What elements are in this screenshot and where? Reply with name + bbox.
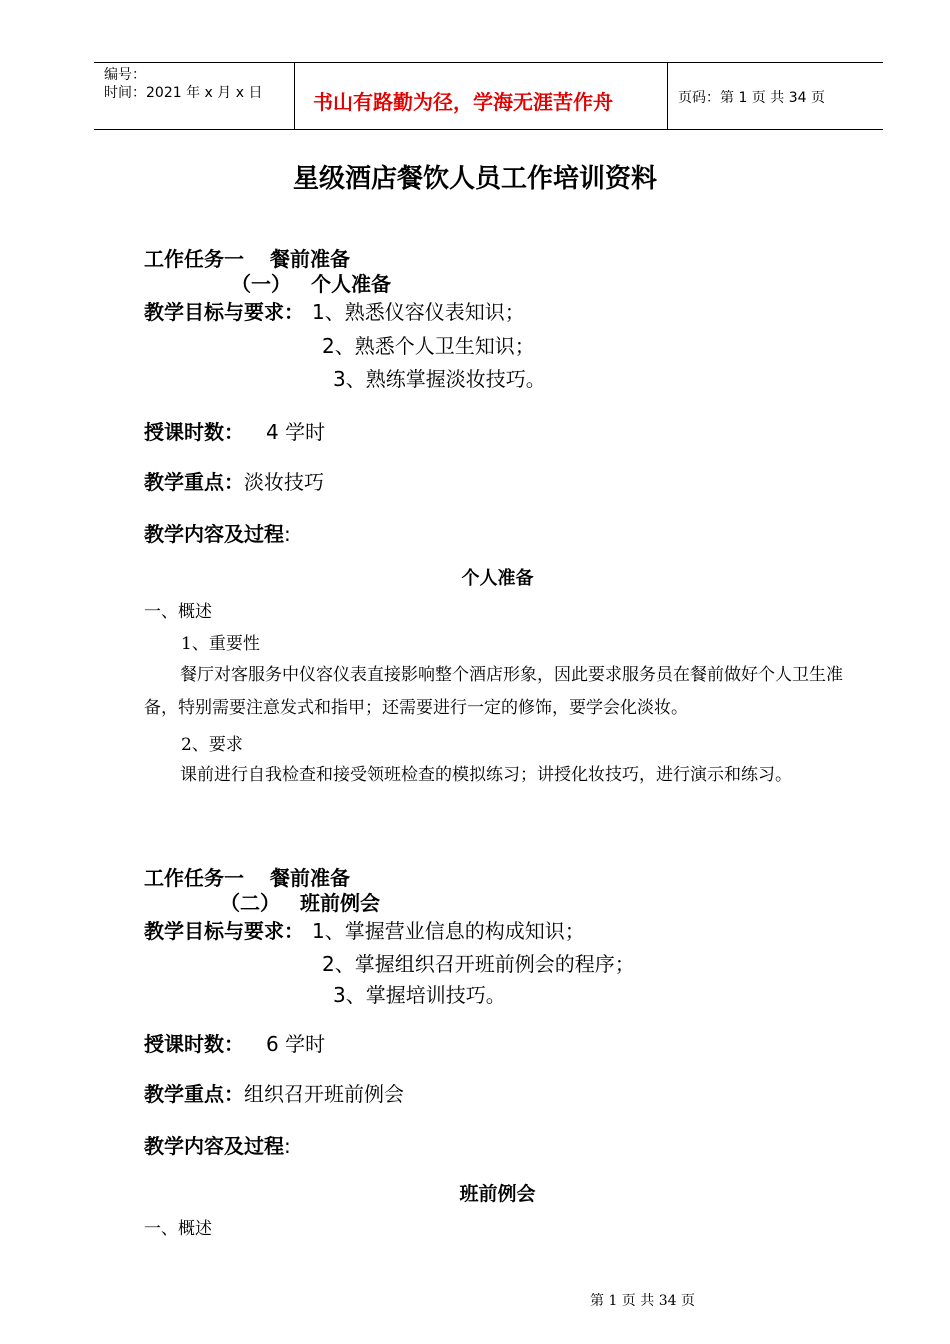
subtask-number: （二） xyxy=(220,891,280,915)
importance-paragraph: 餐厅对客服务中仪容仪表直接影响整个酒店形象，因此要求服务员在餐前做好个人卫生准备，特别需要注意发式和指甲；还需要进行一定的修饰，要学会化淡妆。 xyxy=(144,665,843,718)
document-title: 星级酒店餐饮人员工作培训资料 xyxy=(292,164,657,194)
hours-row xyxy=(144,1028,325,1057)
subtask-name: 个人准备 xyxy=(311,272,391,296)
content-label: 教学内容及过程 xyxy=(144,1134,284,1158)
goal-item-1: 1、熟悉仪容仪表知识； xyxy=(312,300,525,324)
focus-row xyxy=(144,466,324,495)
goal-item-1: 1、掌握营业信息的构成知识； xyxy=(312,919,585,943)
page-info: 页码：第 1 页 共 34 页 xyxy=(678,90,825,106)
goal-item-3: 3、熟练掌握淡妆技巧。 xyxy=(333,367,546,391)
task-name: 餐前准备 xyxy=(270,247,350,271)
content-colon: : xyxy=(284,522,291,546)
importance-heading: 1、重要性 xyxy=(181,634,260,654)
content-label: 教学内容及过程 xyxy=(144,522,284,546)
section-heading: 个人准备 xyxy=(461,568,534,589)
page-footer: 第 1 页 共 34 页 xyxy=(590,1293,695,1309)
time-label: 时间：2021 年 x 月 x 日 xyxy=(104,85,263,101)
hours-row xyxy=(144,416,325,445)
task-name: 餐前准备 xyxy=(270,866,350,890)
focus-label: 教学重点： xyxy=(144,1082,244,1106)
overview-heading: 一、概述 xyxy=(144,1219,212,1239)
overview-heading: 一、概述 xyxy=(144,602,212,622)
content-row xyxy=(144,1130,291,1159)
subtask-name: 班前例会 xyxy=(300,891,380,915)
content-row xyxy=(144,518,291,547)
header-divider-left xyxy=(294,62,295,130)
motto: 书山有路勤为径，学海无涯苦作舟 xyxy=(313,90,613,114)
subtask-number: （一） xyxy=(231,272,291,296)
hours-label: 授课时数： xyxy=(144,420,244,444)
requirement-paragraph: 课前进行自我检查和接受领班检查的模拟练习；讲授化妆技巧，进行演示和练习。 xyxy=(180,765,792,785)
header-bottom-rule xyxy=(94,129,883,130)
header-top-rule xyxy=(94,62,883,63)
goal-item-2: 2、掌握组织召开班前例会的程序； xyxy=(322,952,635,976)
focus-value: 淡妆技巧 xyxy=(244,470,324,494)
task-label: 工作任务一 xyxy=(144,247,244,271)
section-heading: 班前例会 xyxy=(459,1183,536,1205)
subtask-heading-1 xyxy=(231,268,391,297)
focus-label: 教学重点： xyxy=(144,470,244,494)
header-divider-right xyxy=(667,62,668,130)
hours-label: 授课时数： xyxy=(144,1032,244,1056)
hours-value: 4 学时 xyxy=(266,420,326,444)
focus-row xyxy=(144,1078,404,1107)
hours-value: 6 学时 xyxy=(266,1032,326,1056)
goals-label: 教学目标与要求： xyxy=(144,300,304,324)
subtask-heading-2 xyxy=(220,887,380,916)
requirement-heading: 2、要求 xyxy=(181,735,243,755)
focus-value: 组织召开班前例会 xyxy=(244,1082,404,1106)
task-label: 工作任务一 xyxy=(144,866,244,890)
goals-label: 教学目标与要求： xyxy=(144,919,304,943)
goal-item-3: 3、掌握培训技巧。 xyxy=(333,983,506,1007)
goal-item-2: 2、熟悉个人卫生知识； xyxy=(322,334,535,358)
serial-label: 编号： xyxy=(104,67,146,83)
content-colon: : xyxy=(284,1134,291,1158)
